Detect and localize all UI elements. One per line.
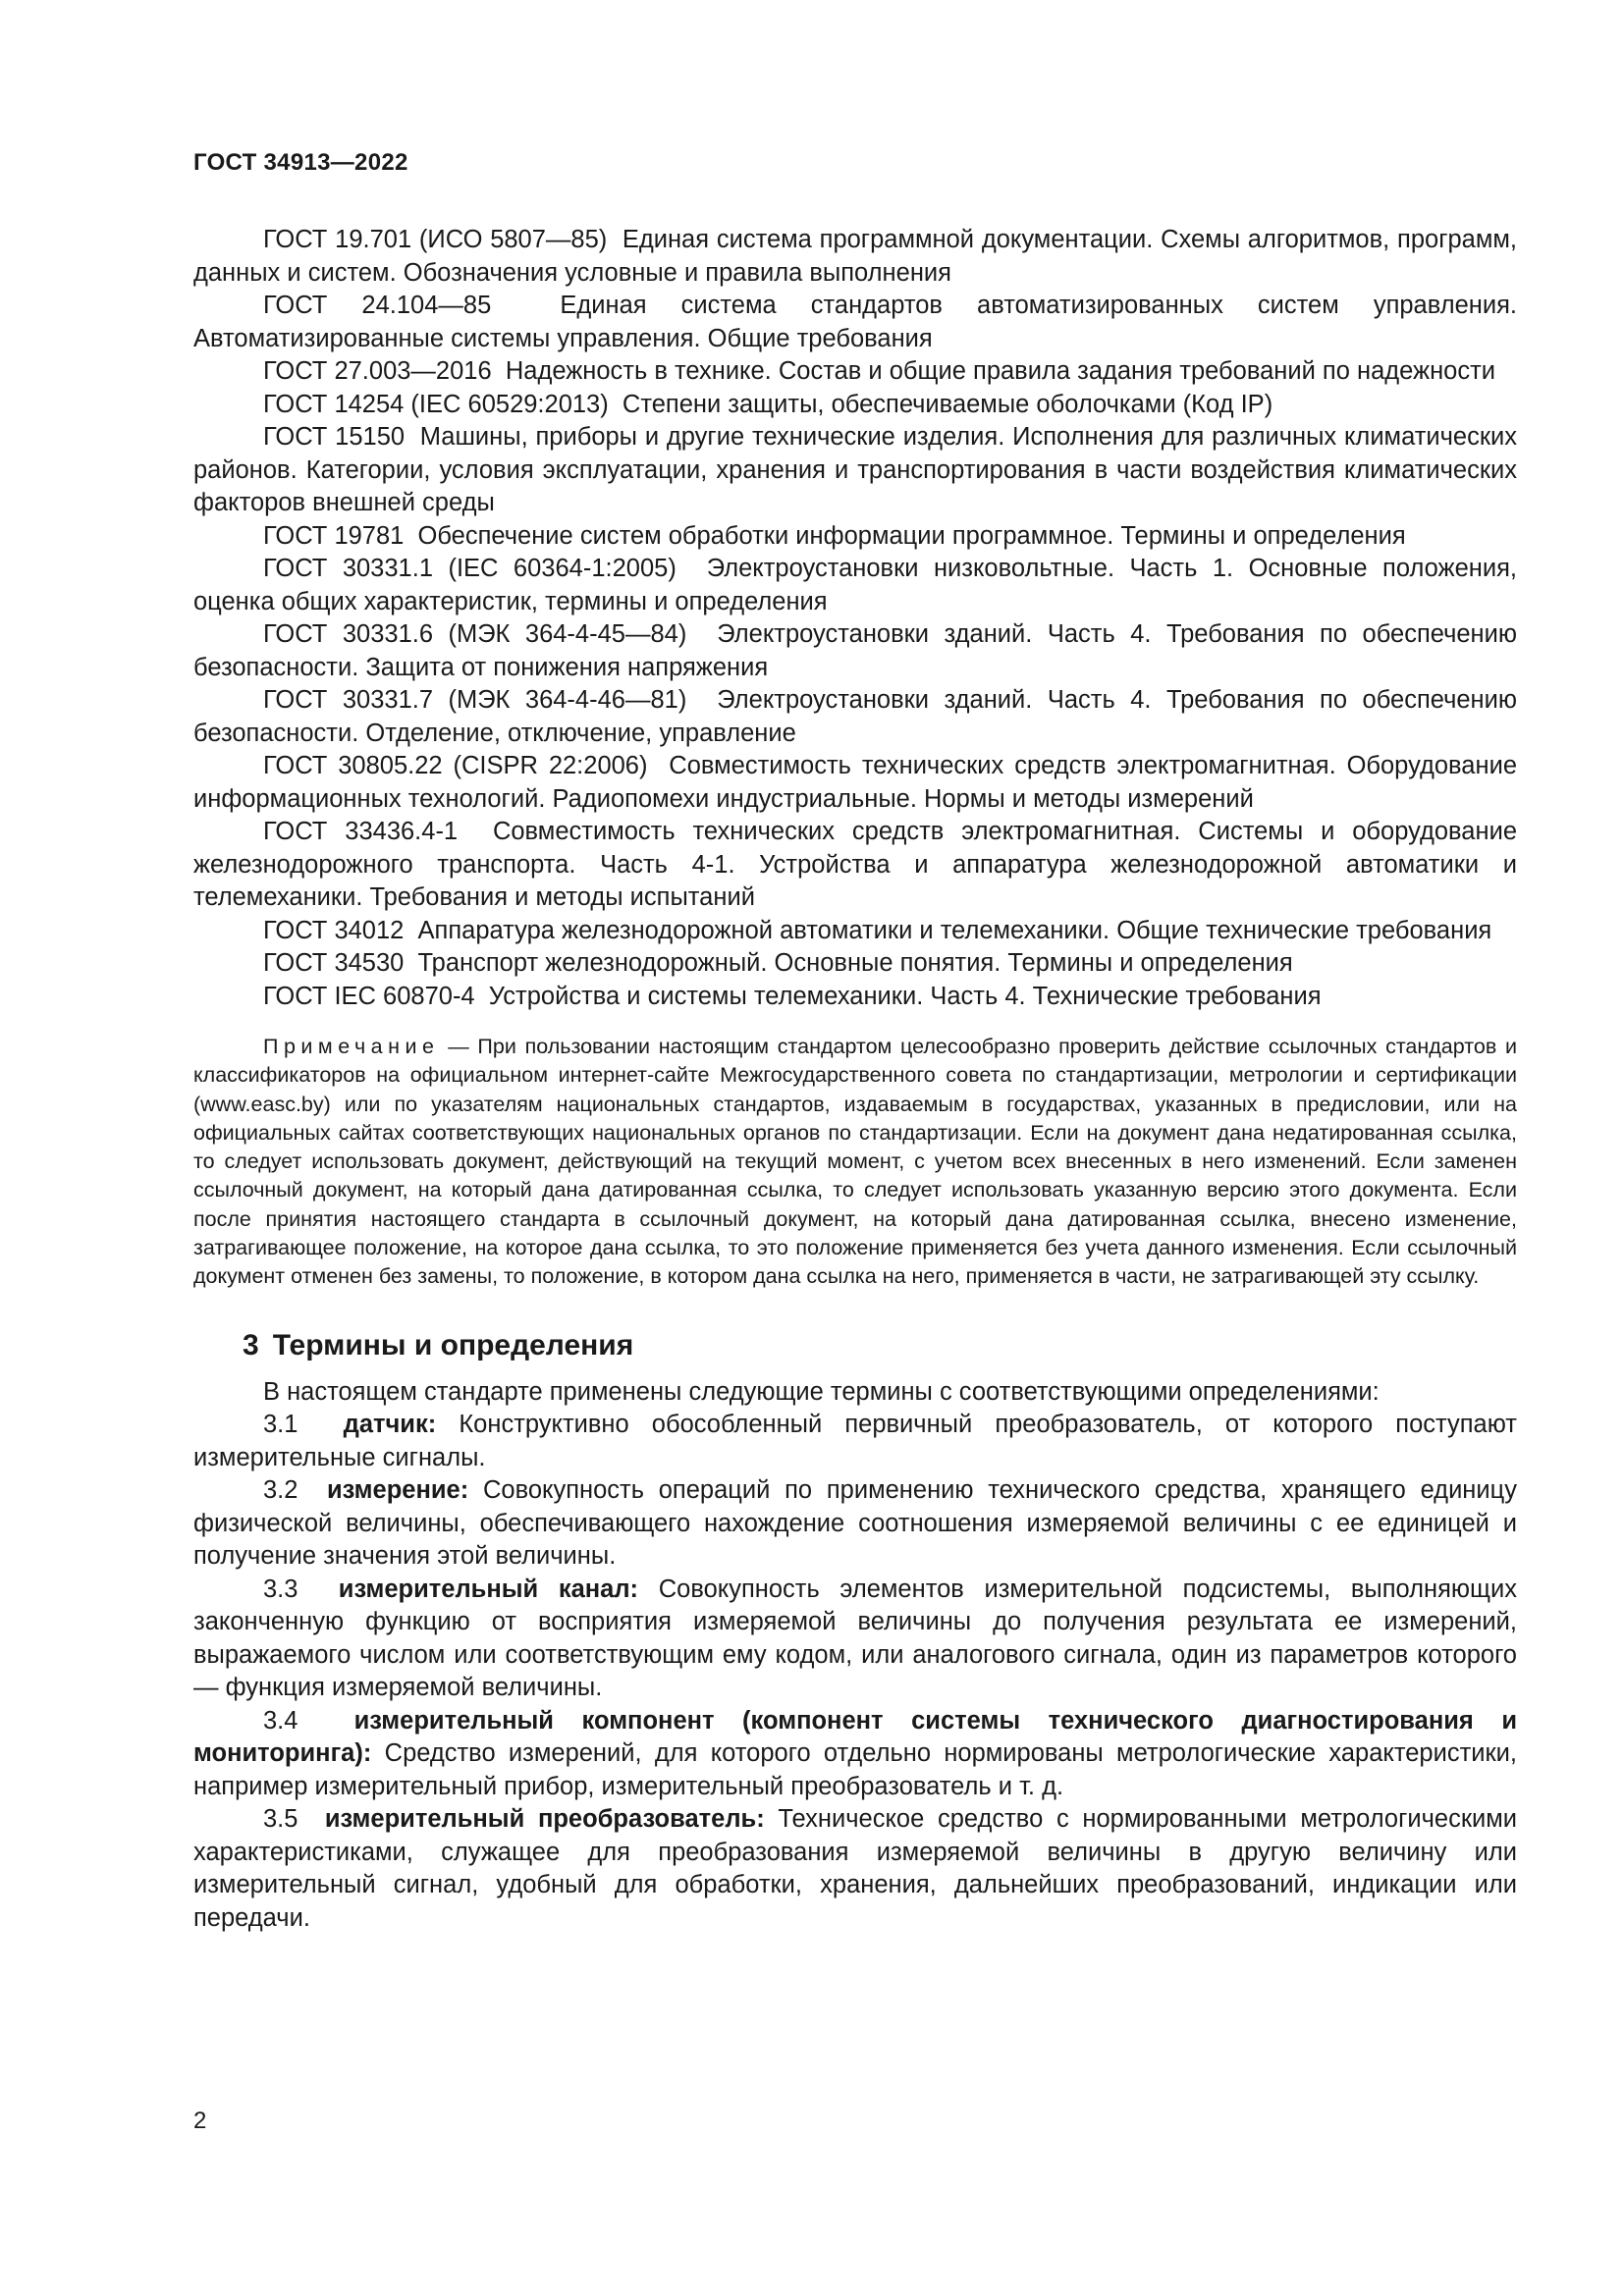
term-entry: [193, 1574, 1517, 1705]
document-header: ГОСТ 34913—2022: [193, 149, 408, 176]
reference-code: ГОСТ 34530: [263, 949, 405, 977]
reference-item: [193, 553, 1517, 618]
reference-code: ГОСТ 14254 (IEC 60529:2013): [263, 390, 609, 418]
reference-code: ГОСТ 30331.1 (IEC 60364-1:2005): [263, 555, 677, 582]
reference-title: Устройства и системы телемеханики. Часть 4. Технические требования: [488, 982, 1322, 1010]
term-number: 3.4: [263, 1706, 298, 1735]
reference-item: [193, 389, 1517, 422]
term-number: 3.5: [263, 1805, 298, 1834]
reference-title: Аппаратура железнодорожной автоматики и телемеханики. Общие технические требования: [417, 916, 1492, 944]
reference-title: Надежность в технике. Состав и общие правила задания требований по надежности: [505, 357, 1496, 385]
term-name: измерительный канал:: [338, 1575, 639, 1603]
term-name: измерение:: [326, 1476, 469, 1505]
term-entry: [193, 1474, 1517, 1574]
reference-list: [193, 224, 1517, 1013]
reference-code: ГОСТ 19.701 (ИСО 5807—85): [263, 226, 608, 253]
reference-title: Степени защиты, обеспечиваемые оболочками (Код IP): [622, 390, 1273, 418]
reference-item: [193, 224, 1517, 290]
term-definition: Совокупность элементов измерительной подсистемы, выполняющих законченную функцию от восприятия измеряемой величины до получения результата ее измерений, выражаемого числом или соответствующим ему кодом, или аналогового сигнала, один из параметров которого — функция измеряемой величины.: [193, 1575, 1518, 1702]
term-number: 3.3: [263, 1575, 298, 1603]
term-definition: Конструктивно обособленный первичный преобразователь, от которого поступают измерительные сигналы.: [193, 1411, 1517, 1471]
term-entry: [193, 1803, 1517, 1935]
note-label: Примечание: [263, 1035, 440, 1058]
note-text: — При пользовании настоящим стандартом целесообразно проверить действие ссылочных стандартов и классификаторов на официальном интернет-сайте Межгосударственного совета по стандартизации, метрологии и сертификации (www.easc.by) или по указателям национальных стандартов, издаваемым в государствах, указанных в предисловии, или на официальных сайтах соответствующих национальных органов по стандартизации. Если на документ дана недатированная ссылка, то следует использовать документ, действующий на текущий момент, с учетом всех внесенных в него изменений. Если заменен ссылочный документ, на который дана датированная ссылка, то следует использовать указанную версию этого документа. Если после принятия настоящего стандарта в ссылочный документ, на который дана датированная ссылка, внесено изменение, затрагивающее положение, на которое дана ссылка, то это положение применяется без учета данного изменения. Если ссылочный документ отменен без замены, то положение, в котором дана ссылка на него, применяется в части, не затрагивающей эту ссылку.: [193, 1035, 1517, 1289]
section-title: Термины и определения: [272, 1328, 634, 1362]
document-body: [193, 224, 1517, 1935]
reference-item: [193, 947, 1517, 981]
reference-title: Электроустановки зданий. Часть 4. Требования по обеспечению безопасности. Отделение, отключение, управление: [193, 686, 1518, 747]
reference-title: Машины, приборы и другие технические изделия. Исполнения для различных климатических районов. Категории, условия эксплуатации, хранения и транспортирования в части воздействия климатических факторов внешней среды: [193, 423, 1518, 516]
reference-item: [193, 750, 1517, 816]
reference-title: Единая система программной документации. Схемы алгоритмов, программ, данных и систем. Обозначения условные и правила выполнения: [193, 226, 1517, 287]
reference-item: [193, 421, 1517, 520]
reference-item: [193, 618, 1517, 684]
term-number: 3.2: [263, 1476, 298, 1505]
term-name: датчик:: [343, 1411, 437, 1439]
reference-code: ГОСТ 27.003—2016: [263, 357, 492, 385]
term-definition: Техническое средство с нормированными метрологическими характеристиками, служащее для преобразования измеряемой величины в другую величину или измерительный сигнал, удобный для обработки, хранения, дальнейших преобразований, индикации или передачи.: [193, 1805, 1518, 1932]
reference-code: ГОСТ 30331.7 (МЭК 364-4-46—81): [263, 686, 687, 714]
reference-code: ГОСТ IEC 60870-4: [263, 982, 475, 1010]
reference-item: [193, 355, 1517, 389]
term-entry: [193, 1705, 1517, 1804]
term-name: измерительный компонент (компонент системы технического диагностирования и мониторинга):: [193, 1706, 1517, 1768]
reference-title: Совместимость технических средств электромагнитная. Системы и оборудование железнодорожного транспорта. Часть 4-1. Устройства и аппаратура железнодорожной автоматики и телемеханики. Требования и методы испытаний: [193, 818, 1518, 911]
term-number: 3.1: [263, 1411, 298, 1439]
term-definition: Совокупность операций по применению технического средства, хранящего единицу физической величины, обеспечивающего нахождение соотношения измеряемой величины с ее единицей и получение значения этой величины.: [193, 1476, 1517, 1571]
reference-item: [193, 290, 1517, 355]
reference-item: [193, 816, 1517, 915]
section-intro: В настоящем стандарте применены следующие термины с соответствующими определениями:: [263, 1377, 1380, 1406]
reference-item: [193, 981, 1517, 1014]
reference-title: Единая система стандартов автоматизированных систем управления. Автоматизированные системы управления. Общие требования: [193, 292, 1517, 352]
reference-code: ГОСТ 15150: [263, 423, 406, 451]
reference-title: Электроустановки низковольтные. Часть 1. Основные положения, оценка общих характеристик, термины и определения: [193, 555, 1517, 615]
reference-code: ГОСТ 24.104—85: [263, 292, 492, 319]
reference-code: ГОСТ 30805.22 (CISPR 22:2006): [263, 752, 648, 779]
reference-code: ГОСТ 34012: [263, 916, 405, 944]
note-paragraph: [193, 1033, 1517, 1292]
reference-title: Транспорт железнодорожный. Основные понятия. Термины и определения: [417, 949, 1293, 977]
page-number: 2: [193, 2108, 207, 2134]
reference-title: Совместимость технических средств электромагнитная. Оборудование информационных технологий. Радиопомехи индустриальные. Нормы и методы измерений: [193, 752, 1517, 813]
term-name: измерительный преобразователь:: [324, 1805, 765, 1834]
reference-item: [193, 915, 1517, 948]
reference-item: [193, 520, 1517, 554]
section-number: 3: [243, 1328, 259, 1362]
term-list: [193, 1409, 1517, 1935]
term-entry: [193, 1409, 1517, 1474]
term-definition: Средство измерений, для которого отдельно нормированы метрологические характеристики, например измерительный прибор, измерительный преобразователь и т. д.: [193, 1739, 1517, 1800]
reference-title: Обеспечение систем обработки информации программное. Термины и определения: [417, 521, 1406, 550]
reference-code: ГОСТ 19781: [263, 521, 405, 550]
section-heading: [243, 1329, 1517, 1362]
reference-code: ГОСТ 33436.4-1: [263, 818, 459, 845]
reference-code: ГОСТ 30331.6 (МЭК 364-4-45—84): [263, 620, 687, 648]
reference-item: [193, 684, 1517, 750]
reference-title: Электроустановки зданий. Часть 4. Требования по обеспечению безопасности. Защита от понижения напряжения: [193, 620, 1518, 681]
